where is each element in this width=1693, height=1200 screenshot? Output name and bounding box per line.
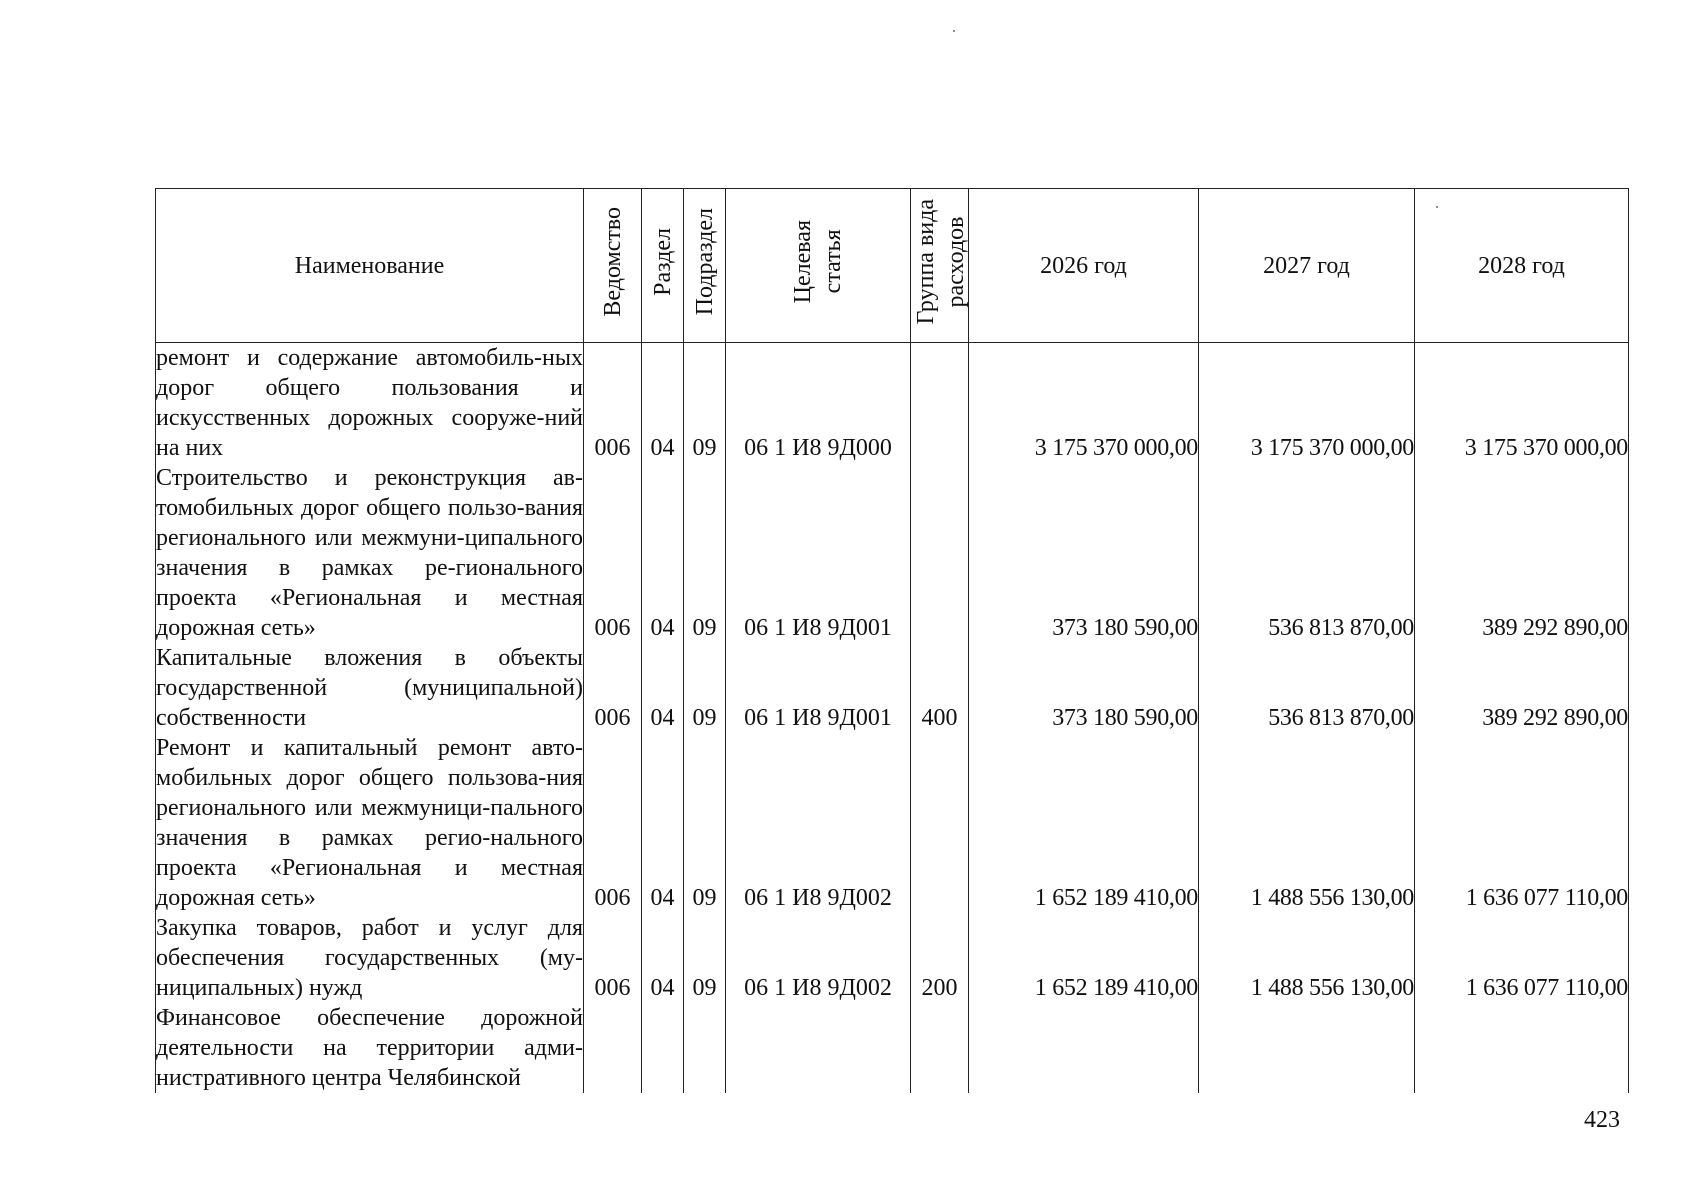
table-row (156, 463, 1629, 643)
row-amount-2026: 3 175 370 000,00 (969, 343, 1199, 464)
scan-speck (953, 30, 955, 32)
row-amount-2026: 373 180 590,00 (969, 643, 1199, 733)
row-amount-2027: 536 813 870,00 (1199, 463, 1415, 643)
row-target-article: 06 1 И8 9Д002 (726, 913, 911, 1003)
row-expense-group (911, 343, 969, 464)
row-section: 04 (642, 913, 684, 1003)
row-amount-2026 (969, 1003, 1199, 1093)
row-name: Ремонт и капитальный ремонт авто-мобильных дорог общего пользова-ния регионального или межмуници-пального значения в рамках регио-нального проекта «Региональная и местная дорожная сеть» (156, 735, 583, 911)
row-amount-2028: 1 636 077 110,00 (1415, 733, 1629, 913)
table-row (156, 913, 1629, 1003)
row-amount-2028 (1415, 1003, 1629, 1093)
table-header (156, 189, 1629, 343)
table-row (156, 1003, 1629, 1093)
row-amount-2027: 1 488 556 130,00 (1199, 913, 1415, 1003)
header-year-2027: 2027 год (1199, 189, 1415, 343)
header-year-2026: 2026 год (969, 189, 1199, 343)
page-number: 423 (1584, 1107, 1620, 1133)
row-amount-2026: 1 652 189 410,00 (969, 733, 1199, 913)
header-name: Наименование (156, 189, 584, 343)
row-amount-2027: 536 813 870,00 (1199, 643, 1415, 733)
row-expense-group (911, 463, 969, 643)
header-expense-group: Группа вида расходов (911, 189, 969, 343)
header-section: Раздел (642, 189, 684, 343)
row-department: 006 (584, 463, 642, 643)
header-year-2028: 2028 год (1415, 189, 1629, 343)
row-target-article: 06 1 И8 9Д001 (726, 643, 911, 733)
row-subsection: 09 (684, 733, 726, 913)
row-section: 04 (642, 733, 684, 913)
row-section (642, 1003, 684, 1093)
row-expense-group (911, 1003, 969, 1093)
row-target-article: 06 1 И8 9Д002 (726, 733, 911, 913)
row-name: ремонт и содержание автомобиль-ных дорог общего пользования и искусственных дорожных сооруже-ний на них (156, 343, 584, 464)
row-amount-2027 (1199, 1003, 1415, 1093)
row-expense-group: 200 (911, 913, 969, 1003)
header-department: Ведомство (584, 189, 642, 343)
row-name: Закупка товаров, работ и услуг для обеспечения государственных (му-ниципальных) нужд (156, 915, 583, 1001)
row-amount-2026: 1 652 189 410,00 (969, 913, 1199, 1003)
row-section: 04 (642, 463, 684, 643)
table-row (156, 733, 1629, 913)
header-subsection: Подраздел (684, 189, 726, 343)
row-amount-2027: 3 175 370 000,00 (1199, 343, 1415, 464)
budget-table (155, 188, 1629, 1093)
row-department: 006 (584, 733, 642, 913)
row-subsection (684, 1003, 726, 1093)
row-target-article (726, 1003, 911, 1093)
row-subsection: 09 (684, 913, 726, 1003)
row-target-article: 06 1 И8 9Д000 (726, 343, 911, 464)
row-expense-group (911, 733, 969, 913)
row-amount-2028: 389 292 890,00 (1415, 643, 1629, 733)
row-name: Финансовое обеспечение дорожной деятельности на территории адми-нистративного центра Челябинской (156, 1005, 583, 1091)
row-expense-group: 400 (911, 643, 969, 733)
row-section: 04 (642, 643, 684, 733)
table-row (156, 643, 1629, 733)
table-body (156, 343, 1629, 1094)
row-department: 006 (584, 343, 642, 464)
row-department (584, 1003, 642, 1093)
row-department: 006 (584, 913, 642, 1003)
row-amount-2027: 1 488 556 130,00 (1199, 733, 1415, 913)
row-subsection: 09 (684, 343, 726, 464)
header-target-article: Целевая статья (726, 189, 911, 343)
row-subsection: 09 (684, 463, 726, 643)
row-subsection: 09 (684, 643, 726, 733)
row-amount-2028: 389 292 890,00 (1415, 463, 1629, 643)
row-amount-2026: 373 180 590,00 (969, 463, 1199, 643)
table-row (156, 343, 1629, 464)
row-section: 04 (642, 343, 684, 464)
row-target-article: 06 1 И8 9Д001 (726, 463, 911, 643)
row-amount-2028: 3 175 370 000,00 (1415, 343, 1629, 464)
row-name: Строительство и реконструкция ав-томобильных дорог общего пользо-вания регионального или межмуни-ципального значения в рамках ре-гионального проекта «Региональная и местная дорожная сеть» (156, 465, 583, 641)
row-name: Капитальные вложения в объекты государственной (муниципальной) собственности (156, 645, 583, 731)
row-department: 006 (584, 643, 642, 733)
row-amount-2028: 1 636 077 110,00 (1415, 913, 1629, 1003)
